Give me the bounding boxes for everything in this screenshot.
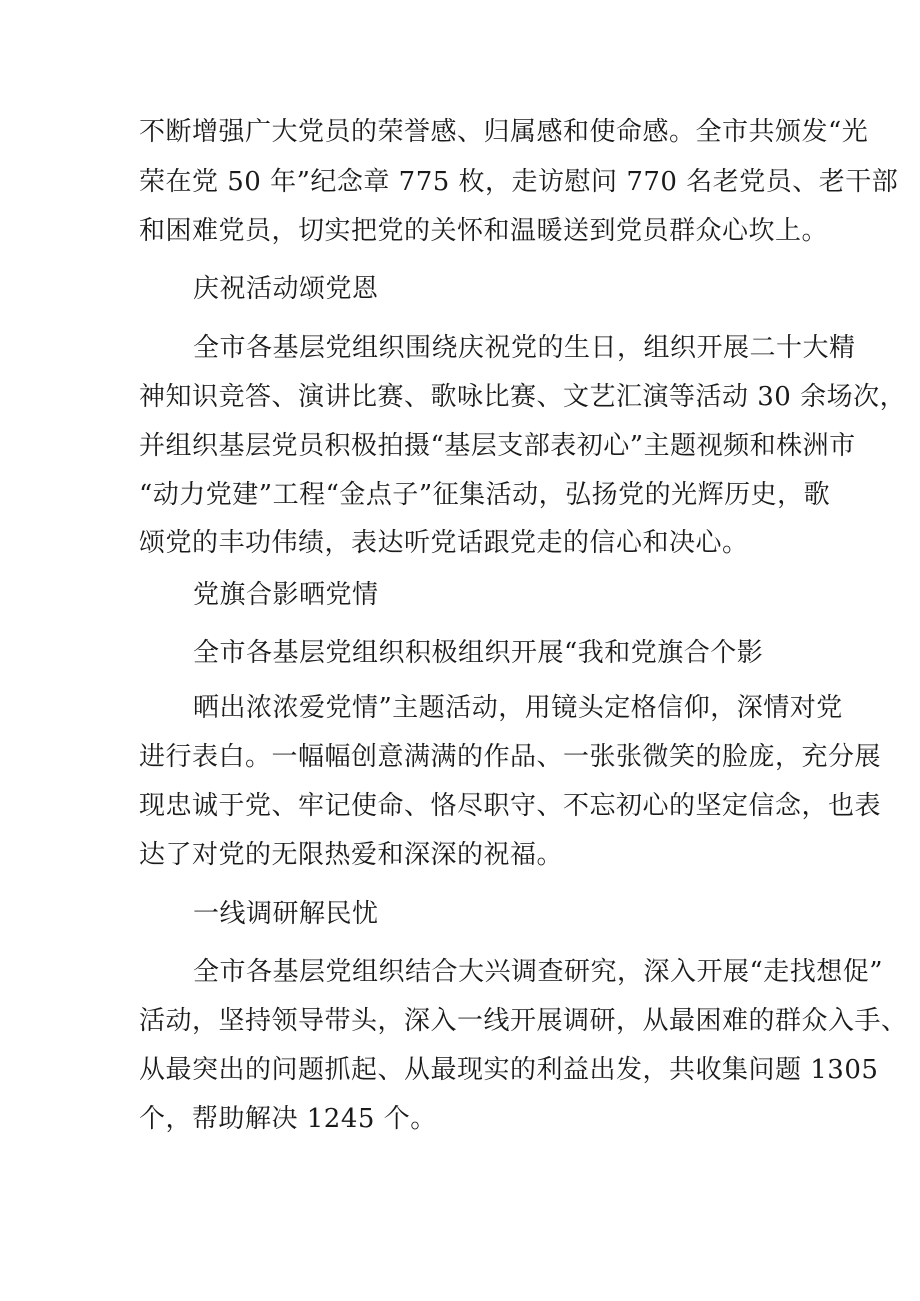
paragraph-3-line-1: 全市各基层党组织积极组织开展“我和党旗合个影 [193,638,764,668]
paragraph-1-line-1: 不断增强广大党员的荣誉感、归属感和使命感。全市共颁发“光 [139,117,869,147]
paragraph-2-line-5: 颂党的丰功伟绩，表达听党话跟党走的信心和决心。 [139,528,749,558]
paragraph-3-line-5: 达了对党的无限热爱和深深的祝福。 [139,840,564,870]
paragraph-1-line-3: 和困难党员，切实把党的关怀和温暖送到党员群众心坎上。 [139,216,829,246]
paragraph-3-line-2: 晒出浓浓爱党情”主题活动，用镜头定格信仰，深情对党 [193,693,843,723]
paragraph-1-line-2: 荣在党 50 年”纪念章 775 枚，走访慰问 770 名老党员、老干部 [139,167,899,197]
paragraph-3-line-3: 进行表白。一幅幅创意满满的作品、一张张微笑的脸庞，充分展 [139,742,882,772]
paragraph-2-line-3: 并组织基层党员积极拍摄“基层支部表初心”主题视频和株洲市 [139,431,856,461]
paragraph-4-line-3: 从最突出的问题抓起、从最现实的利益出发，共收集问题 1305 [139,1055,879,1085]
section-heading-frontline-research: 一线调研解民忧 [193,899,379,929]
paragraph-2-line-4: “动力党建”工程“金点子”征集活动，弘扬党的光辉历史，歌 [139,480,831,510]
paragraph-4-line-1: 全市各基层党组织结合大兴调查研究，深入开展“走找想促” [193,957,884,987]
paragraph-2-line-1: 全市各基层党组织围绕庆祝党的生日，组织开展二十大精 [193,333,856,363]
paragraph-4-line-4: 个，帮助解决 1245 个。 [139,1104,437,1134]
paragraph-4-line-2: 活动，坚持领导带头，深入一线开展调研，从最困难的群众入手、 [139,1006,908,1036]
paragraph-2-line-2: 神知识竞答、演讲比赛、歌咏比赛、文艺汇演等活动 30 余场次， [139,382,907,412]
section-heading-celebration: 庆祝活动颂党恩 [193,274,379,304]
section-heading-party-flag: 党旗合影晒党情 [193,580,379,610]
paragraph-3-line-4: 现忠诚于党、牢记使命、恪尽职守、不忘初心的坚定信念，也表 [139,791,882,821]
